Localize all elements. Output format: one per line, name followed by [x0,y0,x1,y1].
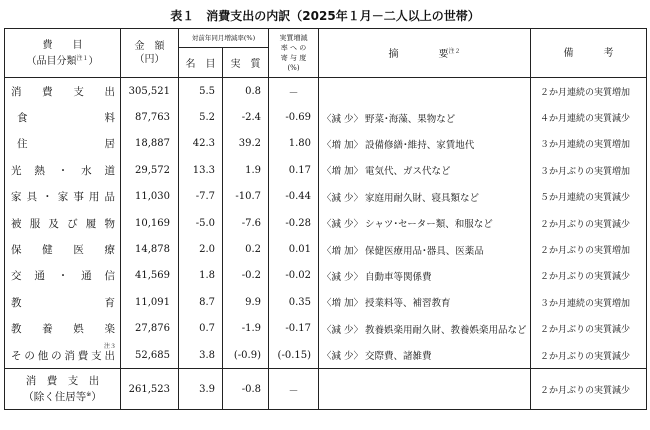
table-row [5,289,647,315]
row-contribution: 0.01 [269,236,319,262]
total-row [5,369,647,410]
total-contribution: － [269,369,319,410]
row-summary: 〈減 少〉 交際費、諸雑費 [319,342,531,369]
table-row [5,236,647,262]
row-summary: 〈減 少〉 野菜･海藻、果物など [319,104,531,130]
row-remarks: ２か月ぶりの実質減少 [531,316,647,342]
table-row [5,78,647,105]
row-real: -10.7 [223,184,269,210]
row-item: 教育 [5,289,121,315]
header-real: 実 質 [223,48,269,78]
row-summary [319,78,531,105]
row-remarks: ５か月連続の実質減少 [531,184,647,210]
row-summary: 〈減 少〉 シャツ･セーター類、和服など [319,210,531,236]
table-row [5,184,647,210]
row-real: -0.2 [223,263,269,289]
row-summary: 〈減 少〉 家庭用耐久財、寝具類など [319,184,531,210]
row-item: その他の消費支出 注３ [5,342,121,369]
consumption-expenditure-table [4,28,647,410]
total-remarks: ２か月ぶりの実質減少 [531,369,647,410]
total-item-label: 消 費 支 出 （除く住居等※） [5,369,121,410]
row-amount: 11,030 [121,184,179,210]
row-remarks: ２か月ぶりの実質増加 [531,236,647,262]
row-remarks: ２か月連続の実質増加 [531,78,647,105]
row-real: 0.2 [223,236,269,262]
row-amount: 18,887 [121,131,179,157]
row-item: 食料 [5,104,121,130]
row-contribution: -0.28 [269,210,319,236]
table-row [5,210,647,236]
header-contribution: 実質増減 率 へ の 寄 与 度 (%) [269,29,319,78]
row-contribution: -0.17 [269,316,319,342]
row-amount: 11,091 [121,289,179,315]
row-nominal: 8.7 [179,289,223,315]
total-real: -0.8 [223,369,269,410]
row-item: 家具・家事用品 [5,184,121,210]
row-contribution: 0.17 [269,157,319,183]
row-item: 教養娯楽 [5,316,121,342]
row-amount: 27,876 [121,316,179,342]
row-real: (-0.9) [223,342,269,369]
row-summary: 〈増 加〉 設備修繕･維持、家賃地代 [319,131,531,157]
row-real: 9.9 [223,289,269,315]
row-remarks: ３か月連続の実質増加 [531,131,647,157]
row-contribution: (-0.15) [269,342,319,369]
row-nominal: 42.3 [179,131,223,157]
row-real: 1.9 [223,157,269,183]
table-row [5,104,647,130]
row-item: 消費支出 [5,78,121,105]
row-item: 被服及び履物 [5,210,121,236]
row-amount: 41,569 [121,263,179,289]
total-amount: 261,523 [121,369,179,410]
row-summary: 〈増 加〉 電気代、ガス代など [319,157,531,183]
row-nominal: 5.5 [179,78,223,105]
row-real: 0.8 [223,78,269,105]
row-item: 光熱・水道 [5,157,121,183]
header-summary: 摘 要$^{注2}$ [319,29,531,78]
row-real: -7.6 [223,210,269,236]
row-nominal: -5.0 [179,210,223,236]
row-real: -2.4 [223,104,269,130]
row-summary: 〈増 加〉 保健医療用品･器具、医薬品 [319,236,531,262]
row-remarks: ４か月連続の実質減少 [531,104,647,130]
row-nominal: 1.8 [179,263,223,289]
total-summary [319,369,531,410]
header-rate-group: 対前年同月増減率(%) [179,29,269,48]
row-nominal: 5.2 [179,104,223,130]
row-contribution: -0.69 [269,104,319,130]
table-title: 表１ 消費支出の内訳（2025年１月－二人以上の世帯） [170,9,480,23]
row-summary: 〈減 少〉 自動車等関係費 [319,263,531,289]
row-contribution: -0.02 [269,263,319,289]
table-row [5,131,647,157]
row-nominal: 0.7 [179,316,223,342]
row-real: -1.9 [223,316,269,342]
row-nominal: 3.8 [179,342,223,369]
total-nominal: 3.9 [179,369,223,410]
table-row [5,342,647,369]
row-item: 保健医療 [5,236,121,262]
row-amount: 10,169 [121,210,179,236]
row-contribution: － [269,78,319,105]
row-item: 交通・通信 [5,263,121,289]
row-item: 住居 [5,131,121,157]
row-remarks: ３か月ぶりの実質増加 [531,157,647,183]
row-nominal: 13.3 [179,157,223,183]
header-nominal: 名 目 [179,48,223,78]
row-amount: 29,572 [121,157,179,183]
row-amount: 87,763 [121,104,179,130]
row-summary: 〈減 少〉 教養娯楽用耐久財、教養娯楽用品など [319,316,531,342]
row-amount: 14,878 [121,236,179,262]
header-item: 費 目 （品目分類$^{注1}$） [5,29,121,78]
row-contribution: 1.80 [269,131,319,157]
row-summary: 〈増 加〉 授業料等、補習教育 [319,289,531,315]
row-nominal: -7.7 [179,184,223,210]
row-real: 39.2 [223,131,269,157]
row-amount: 305,521 [121,78,179,105]
row-remarks: ２か月ぶりの実質減少 [531,263,647,289]
header-remarks: 備 考 [531,29,647,78]
row-contribution: 0.35 [269,289,319,315]
row-contribution: -0.44 [269,184,319,210]
row-remarks: ３か月連続の実質増加 [531,289,647,315]
table-row [5,316,647,342]
row-nominal: 2.0 [179,236,223,262]
row-amount: 52,685 [121,342,179,369]
row-remarks: ２か月ぶりの実質減少 [531,342,647,369]
table-row [5,263,647,289]
header-amount: 金 額 （円） [121,29,179,78]
table-row [5,157,647,183]
row-remarks: ２か月ぶりの実質減少 [531,210,647,236]
